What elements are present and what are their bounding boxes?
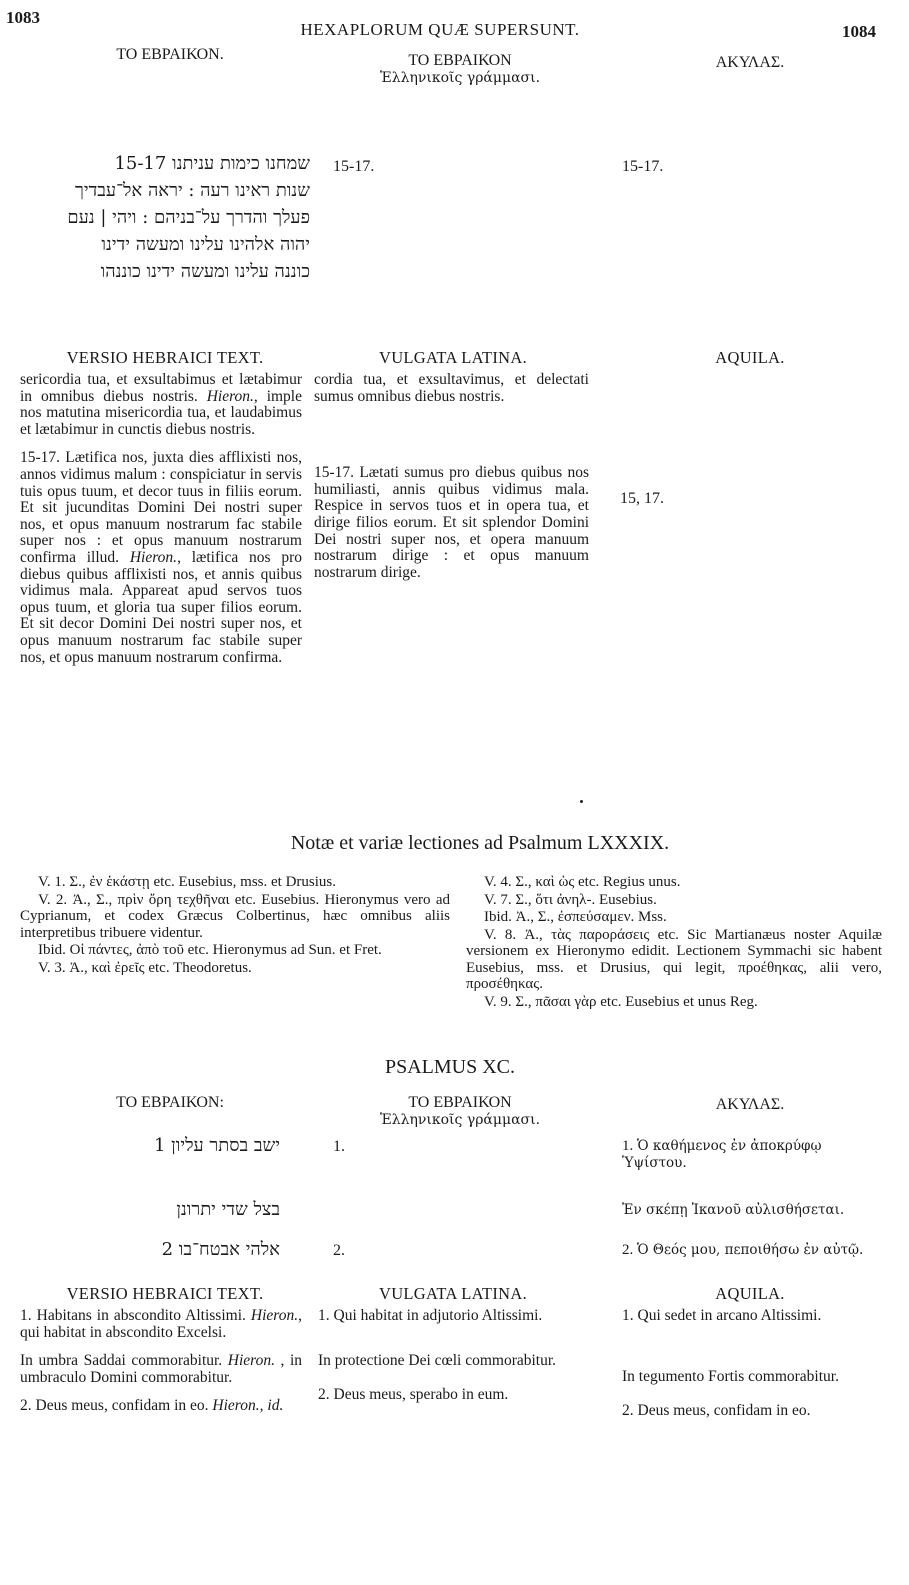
latin-header-col2: VULGATA LATINA. bbox=[379, 348, 527, 367]
psalm-col2-header-line2: Ἑλληνικοῖς γράμμασι. bbox=[379, 1112, 541, 1128]
latin-text: , lætifica nos pro diebus quibus afflixisti nos, et annis quibus vidimus mala. Appareat apud servos tuos opus tuum, et gloria tua super filios eorum. Et sit decor Domini Dei nostri super nos, et opus manuum nostrarum fac stabile super nos, et opus manuum nostrarum confirma. bbox=[20, 548, 302, 666]
latin-header-col1: VERSIO HEBRAICI TEXT. bbox=[66, 348, 264, 367]
psalm-hebrew-line: אלהי אבטח־בו 2 bbox=[161, 1239, 280, 1260]
latin-paragraph: 1. Qui sedet in arcano Altissimi. bbox=[622, 1307, 822, 1324]
col2-header bbox=[340, 52, 580, 86]
note-entry: V. 1. Σ., ἐν ἑκάστῃ etc. Eusebius, mss. et Drusius. bbox=[38, 874, 336, 890]
latin-paragraph: 15-17. Lætati sumus pro diebus quibus nos humiliasti, annis quibus vidimus mala. Respice in servos tuos et in opera tua, et dirige filios eorum. Et sit splendor Domini Dei nostri super nos, et opera manuum nostrarum dirige : et opus manuum nostrarum dirige. bbox=[314, 464, 589, 581]
hebrew-line: שנות ראינו רעה : יראה אל־עבדיך bbox=[75, 180, 310, 201]
notes-left-column bbox=[20, 874, 450, 977]
note-entry: V. 8. Ἀ., τὰς παροράσεις etc. Sic Martianæus noster Aquilæ versionem ex Hieronymo edidit. Lectionem Symmachi sic habent Eusebius, mss. et Drusius, qui legit, προέθηκας, alii vero, προσέθηκας. bbox=[466, 926, 882, 992]
latin-header-col3: AQUILA. bbox=[715, 348, 785, 367]
citation: Hieron. bbox=[129, 548, 178, 566]
col2-header-line1: ΤΟ ΕΒΡΑΙΚΟΝ bbox=[408, 52, 512, 69]
psalm-verse-number: 1. bbox=[333, 1138, 345, 1155]
psalm-col2-header bbox=[340, 1094, 580, 1128]
verse-number: 1. bbox=[622, 1138, 634, 1154]
latin-text: 15-17. Lætifica nos, juxta dies afflixisti nos, annos vidimus malum : conspiciatur in servis tuis opus tuum, et decor tuus in filiis eorum. Et sit jucunditas Domini Dei nostri super nos, et opus manuum nostrarum fac stabile super nos : et opus manuum nostrarum confirma illud. bbox=[20, 449, 302, 566]
latin-text: In umbra Saddai commorabitur. bbox=[20, 1352, 223, 1370]
page-number-left: 1083 bbox=[6, 8, 40, 27]
citation: Hieron. bbox=[227, 1352, 275, 1370]
verse-ref-col3: 15-17. bbox=[622, 158, 664, 175]
latin-text: 1. Habitans in abscondito Altissimi. bbox=[20, 1307, 246, 1324]
psalm-col1-header: ΤΟ ΕΒΡΑΙΚΟΝ: bbox=[116, 1094, 224, 1111]
psalm-latin-header-col1: VERSIO HEBRAICI TEXT. bbox=[66, 1284, 264, 1303]
aquila-greek-text: Ἐν σκέπῃ Ἱκανοῦ αὐλισθήσεται. bbox=[622, 1202, 845, 1218]
running-title: HEXAPLORUM QUÆ SUPERSUNT. bbox=[300, 20, 580, 39]
latin-text: sericordia tua, et exsultabimus et lætabimur in omnibus diebus nostris. bbox=[20, 371, 302, 405]
citation: Hieron., id. bbox=[212, 1397, 284, 1415]
aquila-greek-text: Ὁ Θεός μου, πεποιθήσω ἐν αὐτῷ. bbox=[637, 1242, 864, 1258]
note-entry: V. 7. Σ., ὅτι ἀνηλ-. Eusebius. bbox=[484, 891, 657, 908]
note-entry: V. 3. Ἀ., καὶ ἐρεῖς etc. Theodoretus. bbox=[38, 959, 252, 976]
print-speck bbox=[580, 800, 583, 803]
psalm-title: PSALMUS XC. bbox=[384, 1056, 516, 1078]
note-entry: V. 2. Ἀ., Σ., πρὶν ὄρη τεχθῆναι etc. Eusebius. Hieronymus vero ad Cyprianum, et codex Græcus Colbertinus, hæc omnibus aliis interpretibus tribuere videntur. bbox=[20, 891, 450, 941]
latin-paragraph: In tegumento Fortis commorabitur. bbox=[622, 1367, 839, 1385]
note-entry: Ibid. Οἱ πάντες, ἀπὸ τοῦ etc. Hieronymus ad Sun. et Fret. bbox=[38, 942, 382, 958]
notes-title: Notæ et variæ lectiones ad Psalmum LXXXIX. bbox=[290, 832, 670, 854]
vulgata-latina-text bbox=[314, 372, 589, 587]
verse-ref-col2: 15-17. bbox=[333, 158, 375, 175]
hebrew-line: פעלך והדרך על־בניהם : ויהי | נעם bbox=[67, 207, 310, 228]
hebrew-line: יהוה אלהינו עלינו ומעשה ידינו bbox=[101, 234, 310, 255]
psalm-hebrew-line: ישב בסתר עליון 1 bbox=[153, 1135, 280, 1156]
col1-header: ΤΟ ΕΒΡΑΙΚΟΝ. bbox=[116, 46, 224, 63]
note-entry: Ibid. Ἀ., Σ., ἐσπεύσαμεν. Mss. bbox=[484, 909, 667, 925]
page-number-right: 1084 bbox=[842, 22, 876, 41]
latin-paragraph bbox=[20, 1398, 302, 1415]
citation: Hieron. bbox=[206, 387, 254, 405]
note-entry: V. 4. Σ., καὶ ὡς etc. Regius unus. bbox=[484, 874, 681, 890]
aquila-greek-row bbox=[622, 1242, 882, 1259]
aquila-greek-text: Ὁ καθήμενος ἐν ἀποκρύφῳ Ὑψίστου. bbox=[622, 1138, 822, 1171]
latin-text: 2. Deus meus, confidam in eo. bbox=[20, 1397, 209, 1415]
aquila-greek-row bbox=[622, 1202, 882, 1219]
psalm-latin-header-col3: AQUILA. bbox=[715, 1284, 785, 1303]
latin-paragraph: In protectione Dei cœli commorabitur. bbox=[318, 1351, 557, 1369]
latin-text: , imple nos matutina misericordia tua, et laudabimus et lætabimur in cunctis diebus nostris. bbox=[20, 387, 302, 438]
latin-paragraph bbox=[20, 450, 302, 666]
hebrew-line: שמחנו כימות עניתנו 15-17 bbox=[114, 153, 310, 174]
psalm-col2-header-line1: ΤΟ ΕΒΡΑΙΚΟΝ bbox=[408, 1094, 512, 1111]
psalm-verse-number: 2. bbox=[333, 1242, 345, 1259]
psalm-aquila-text bbox=[622, 1308, 884, 1426]
aquila-greek-row bbox=[622, 1138, 882, 1172]
versio-hebraici-text bbox=[20, 372, 302, 672]
citation: Hieron. bbox=[250, 1307, 299, 1324]
latin-paragraph: 1. Qui habitat in adjutorio Altissimi. bbox=[318, 1307, 543, 1324]
psalm-vulgata-text bbox=[318, 1308, 590, 1410]
psalm-hebrew-line: בצל שדי יתרונן bbox=[176, 1199, 280, 1220]
latin-paragraph: 2. Deus meus, confidam in eo. bbox=[622, 1402, 811, 1420]
psalm-col3-header: ΑΚΥΛΑΣ. bbox=[715, 1096, 785, 1113]
hebrew-line: כוננה עלינו ומעשה ידינו כוננהו bbox=[100, 261, 310, 282]
hebrew-text-block bbox=[20, 150, 310, 285]
latin-paragraph bbox=[20, 1353, 302, 1386]
notes-right-column bbox=[466, 874, 882, 1011]
psalm-latin-header-col2: VULGATA LATINA. bbox=[379, 1284, 527, 1303]
latin-paragraph bbox=[20, 372, 302, 438]
verse-number: 2. bbox=[622, 1242, 634, 1258]
note-entry: V. 9. Σ., πᾶσαι γὰρ etc. Eusebius et unus Reg. bbox=[484, 993, 758, 1010]
latin-paragraph: cordia tua, et exsultavimus, et delectati sumus omnibus diebus nostris. bbox=[314, 371, 589, 405]
latin-paragraph bbox=[20, 1308, 302, 1341]
aquila-verse-ref: 15, 17. bbox=[620, 490, 664, 507]
latin-paragraph: 2. Deus meus, sperabo in eum. bbox=[318, 1386, 509, 1404]
latin-text: , in umbraculo Domini commorabitur. bbox=[20, 1352, 303, 1386]
col3-header: ΑΚΥΛΑΣ. bbox=[715, 54, 785, 71]
col2-header-line2: Ἑλληνικοῖς γράμμασι. bbox=[379, 70, 541, 86]
latin-text: , qui habitat in abscondito Excelsi. bbox=[20, 1307, 302, 1341]
psalm-versio-text bbox=[20, 1308, 302, 1421]
